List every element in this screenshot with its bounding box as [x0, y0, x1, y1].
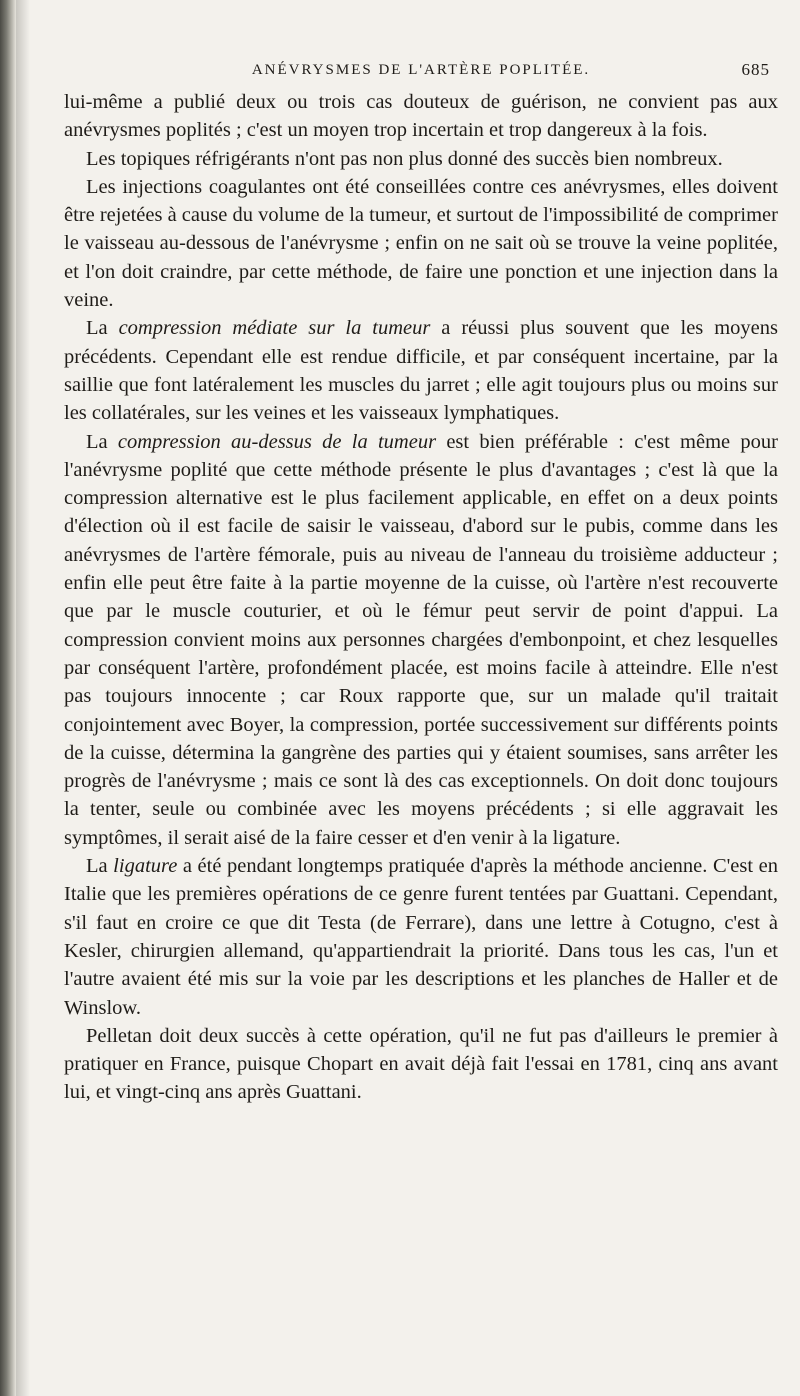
- body-text: [64, 88, 778, 1107]
- book-page: [64, 60, 778, 1107]
- italic-term: compression au-dessus de la tumeur: [117, 430, 437, 453]
- paragraph-compression-au-dessus: [64, 428, 778, 852]
- italic-term: compression médiate sur la tumeur: [118, 317, 431, 340]
- paragraph-lead: La: [86, 430, 118, 453]
- paragraph-text: a réussi plus souvent que les moyens précédents. Cependant elle est rendue difficile, et par conséquent incertaine, par la saillie que font latéralement les muscles du jarret ; elle agit toujours plus ou moins sur les collatérales, sur les veines et les vaisseaux lymphatiques.: [64, 317, 779, 425]
- paragraph-compression-mediate: [64, 314, 778, 427]
- paragraph-ligature: [64, 852, 778, 1022]
- book-binding-edge: [0, 0, 16, 1396]
- paragraph-text: lui-même a publié deux ou trois cas douteux de guérison, ne convient pas aux anévrysmes poplités ; c'est un moyen trop incertain et trop dangereux à la fois.: [64, 91, 778, 142]
- paragraph-text: est bien préférable : c'est même pour l'anévrysme poplité que cette méthode présente le plus d'avantages ; c'est là que la compression alternative est le plus facilement applicable, en effet on a deux points d'élection où il est facile de saisir le vaisseau, d'abord sur le pubis, comme dans les anévrysmes de l'artère fémorale, puis au niveau de l'anneau du troisième adducteur ; enfin elle peut être faite à la partie moyenne de la cuisse, où l'artère n'est recouverte que par le muscle couturier, et où le fémur peut servir de point d'appui. La compression convient moins aux personnes chargées d'embonpoint, et chez lesquelles par conséquent l'artère, profondément placée, est moins facile à atteindre. Elle n'est pas toujours innocente ; car Roux rapporte que, sur un malade qu'il traitait conjointement avec Boyer, la compression, portée successivement sur différents points de la cuisse, détermina la gangrène des parties qui y étaient soumises, sans arrêter les progrès de l'anévrysme ; mais ce sont là des cas exceptionnels. On doit donc toujours la tenter, seule ou combinée avec les moyens précédents ; si elle aggravait les symptômes, il serait aisé de la faire cesser et d'en venir à la ligature.: [64, 430, 778, 849]
- page-number: 685: [741, 60, 770, 79]
- paragraph-text: Les injections coagulantes ont été conseillées contre ces anévrysmes, elles doivent être rejetées à cause du volume de la tumeur, et surtout de l'impossibilité de comprimer le vaisseau au-dessous de l'anévrysme ; enfin on ne sait où se trouve la veine poplitée, et l'on doit craindre, par cette méthode, de faire une ponction et une injection dans la veine.: [64, 175, 778, 312]
- paragraph-injections: [64, 173, 778, 314]
- paragraph-topiques: [64, 145, 778, 173]
- paragraph-lead: La: [86, 317, 119, 340]
- paragraph-text: Pelletan doit deux succès à cette opération, qu'il ne fut pas d'ailleurs le premier à pratiquer en France, puisque Chopart en avait déjà fait l'essai en 1781, cinq ans avant lui, et vingt-cinq ans après Guattani.: [64, 1024, 778, 1104]
- running-title: ANÉVRYSMES DE L'ARTÈRE POPLITÉE.: [251, 62, 591, 78]
- running-header: [64, 60, 778, 86]
- paragraph-text: Les topiques réfrigérants n'ont pas non plus donné des succès bien nombreux.: [86, 147, 723, 170]
- gutter-shadow: [16, 0, 30, 1396]
- paragraph-lead: La: [86, 855, 114, 878]
- paragraph-text: a été pendant longtemps pratiquée d'après la méthode ancienne. C'est en Italie que les premières opérations de ce genre furent tentées par Guattani. Cependant, s'il faut en croire ce que dit Testa (de Ferrare), dans une lettre à Cotugno, c'est à Kesler, chirurgien allemand, qu'appartiendrait la priorité. Dans tous les cas, l'un et l'autre avaient été mis sur la voie par les descriptions et les planches de Haller et de Winslow.: [64, 855, 778, 1019]
- paragraph-continuation: [64, 88, 778, 145]
- paragraph-pelletan: [64, 1022, 778, 1107]
- italic-term: ligature: [113, 855, 178, 878]
